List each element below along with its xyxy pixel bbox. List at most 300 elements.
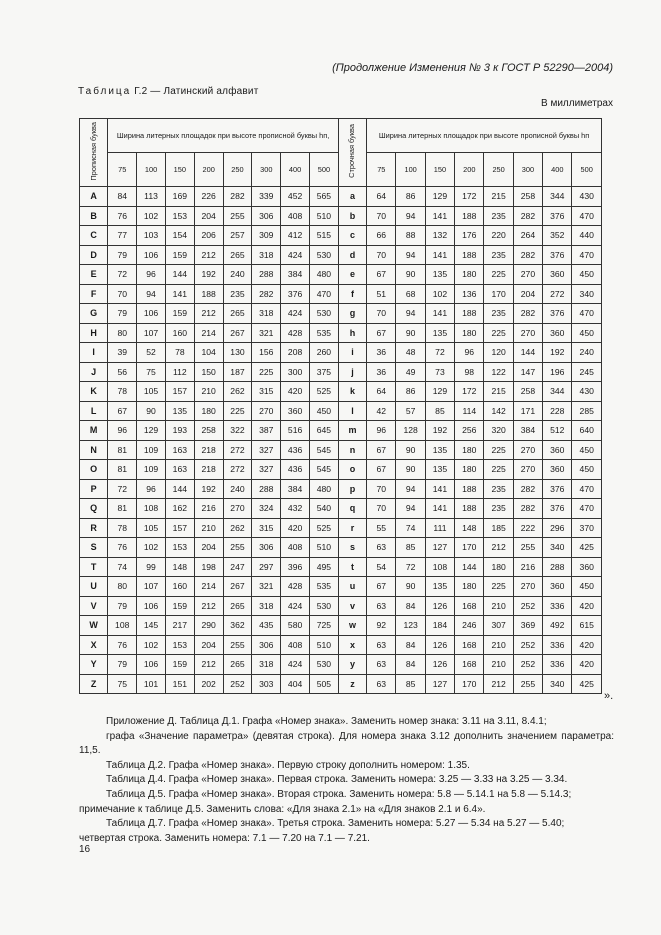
lower-letter-cell: q [338,499,366,519]
upper-width-cell: 192 [194,265,223,285]
upper-width-cell: 530 [310,245,339,265]
upper-width-cell: 217 [165,616,194,636]
upper-width-cell: 262 [223,382,252,402]
lower-width-cell: 255 [513,538,542,558]
lower-width-cell: 180 [455,460,484,480]
lower-width-cell: 376 [543,245,572,265]
lower-width-cell: 252 [513,635,542,655]
upper-width-cell: 193 [165,421,194,441]
lower-width-cell: 369 [513,616,542,636]
lower-width-cell: 282 [513,499,542,519]
upper-letter-cell: X [80,635,108,655]
upper-width-cell: 214 [194,323,223,343]
lower-width-cell: 147 [513,362,542,382]
lower-width-cell: 114 [455,401,484,421]
upper-width-cell: 103 [137,226,166,246]
upper-width-cell: 265 [223,245,252,265]
upper-width-cell: 106 [137,245,166,265]
lower-width-cell: 235 [484,304,513,324]
upper-width-cell: 645 [310,421,339,441]
lower-width-cell: 108 [425,557,454,577]
upper-letter-cell: P [80,479,108,499]
upper-width-cell: 424 [281,596,310,616]
upper-width-cell: 516 [281,421,310,441]
upper-width-cell: 321 [252,577,281,597]
upper-width-cell: 81 [108,499,137,519]
lower-width-cell: 450 [572,440,602,460]
lower-width-cell: 84 [396,635,425,655]
lower-width-cell: 220 [484,226,513,246]
amendment-paragraph: Таблица Д.4. Графа «Номер знака». Первая строка. Заменить номера: 3.25 — 3.33 на 3.25 — 3.34. [106,774,568,786]
lower-width-cell: 370 [572,518,602,538]
upper-width-cell: 105 [137,518,166,538]
lower-width-cell: 180 [484,557,513,577]
upper-width-cell: 435 [252,616,281,636]
lower-width-cell: 212 [484,538,513,558]
upper-width-cell: 212 [194,304,223,324]
lower-letter-cell: d [338,245,366,265]
upper-width-cell: 360 [281,401,310,421]
lower-width-cell: 48 [396,343,425,363]
upper-width-cell: 384 [281,265,310,285]
upper-width-cell: 505 [310,674,339,694]
lower-width-cell: 102 [425,284,454,304]
upper-letter-cell: M [80,421,108,441]
upper-width-cell: 540 [310,499,339,519]
upper-width-cell: 148 [165,557,194,577]
lower-width-cell: 470 [572,206,602,226]
lower-width-cell: 67 [367,460,396,480]
upper-width-cell: 225 [252,362,281,382]
lower-width-cell: 340 [543,538,572,558]
upper-width-cell: 192 [194,479,223,499]
upper-letter-cell: L [80,401,108,421]
upper-width-cell: 258 [194,421,223,441]
upper-width-cell: 580 [281,616,310,636]
upper-width-cell: 153 [165,538,194,558]
lower-width-cell: 90 [396,577,425,597]
lower-width-cell: 344 [543,187,572,207]
upper-width-cell: 130 [223,343,252,363]
upper-width-cell: 327 [252,460,281,480]
upper-height-header: 75 [108,153,137,187]
upper-width-cell: 75 [137,362,166,382]
table-caption-title: Г.2 — Латинский алфавит [131,86,259,97]
lower-width-cell: 188 [455,499,484,519]
upper-width-cell: 157 [165,382,194,402]
table-row [80,577,602,597]
lower-letter-cell: e [338,265,366,285]
lower-width-cell: 210 [484,655,513,675]
upper-width-cell: 70 [108,284,137,304]
table-row [80,596,602,616]
lower-width-cell: 67 [367,323,396,343]
upper-width-cell: 495 [310,557,339,577]
lower-width-cell: 512 [543,421,572,441]
upper-width-cell: 108 [108,616,137,636]
lower-width-cell: 430 [572,187,602,207]
lower-width-cell: 67 [367,577,396,597]
lower-width-cell: 192 [425,421,454,441]
upper-width-header: Ширина литерных площадок при высоте прописной буквы hп, [108,119,339,153]
table-row [80,226,602,246]
upper-width-cell: 545 [310,460,339,480]
upper-letter-cell: S [80,538,108,558]
lower-width-cell: 210 [484,635,513,655]
upper-width-cell: 159 [165,245,194,265]
upper-letter-header: Прописная буква [80,119,108,187]
lower-letter-cell: a [338,187,366,207]
table-row [80,616,602,636]
table-row [80,440,602,460]
lower-width-cell: 188 [455,206,484,226]
upper-width-cell: 318 [252,596,281,616]
lower-width-cell: 85 [396,538,425,558]
lower-width-cell: 144 [513,343,542,363]
upper-width-cell: 300 [281,362,310,382]
lower-width-cell: 192 [543,343,572,363]
table-row [80,304,602,324]
upper-width-cell: 113 [137,187,166,207]
lower-width-cell: 228 [543,401,572,421]
lower-letter-cell: b [338,206,366,226]
upper-letter-cell: J [80,362,108,382]
lower-width-cell: 141 [425,206,454,226]
lower-width-cell: 85 [425,401,454,421]
lower-width-cell: 215 [484,382,513,402]
upper-letter-cell: V [80,596,108,616]
lower-width-cell: 168 [455,655,484,675]
lower-width-cell: 70 [367,499,396,519]
upper-width-cell: 202 [194,674,223,694]
lower-width-cell: 420 [572,635,602,655]
lower-width-cell: 258 [513,187,542,207]
upper-width-cell: 450 [310,401,339,421]
upper-width-cell: 362 [223,616,252,636]
lower-width-cell: 141 [425,304,454,324]
lower-width-cell: 170 [484,284,513,304]
upper-width-cell: 535 [310,323,339,343]
upper-width-cell: 428 [281,577,310,597]
lower-letter-cell: i [338,343,366,363]
lower-letter-cell: m [338,421,366,441]
upper-width-cell: 77 [108,226,137,246]
lower-letter-cell: u [338,577,366,597]
lower-letter-cell: w [338,616,366,636]
lower-width-cell: 344 [543,382,572,402]
lower-letter-cell: f [338,284,366,304]
upper-width-cell: 108 [137,499,166,519]
lower-width-cell: 84 [396,596,425,616]
amendment-paragraph: Приложение Д. Таблица Д.1. Графа «Номер знака». Заменить номер знака: 3.11 на 3.11, 8.4.1; [106,716,547,727]
upper-width-cell: 52 [137,343,166,363]
upper-width-cell: 129 [137,421,166,441]
lower-letter-cell: o [338,460,366,480]
lower-width-cell: 420 [572,596,602,616]
lower-width-cell: 73 [425,362,454,382]
upper-letter-cell: R [80,518,108,538]
lower-letter-cell: g [338,304,366,324]
table-row [80,460,602,480]
lower-width-cell: 225 [484,577,513,597]
lower-width-cell: 36 [367,362,396,382]
lower-letter-cell: k [338,382,366,402]
upper-width-cell: 510 [310,538,339,558]
upper-width-cell: 384 [281,479,310,499]
upper-width-cell: 218 [194,440,223,460]
upper-width-cell: 387 [252,421,281,441]
lower-width-cell: 240 [572,343,602,363]
upper-width-cell: 262 [223,518,252,538]
upper-width-cell: 408 [281,538,310,558]
lower-width-cell: 128 [396,421,425,441]
lower-width-cell: 98 [455,362,484,382]
lower-width-cell: 450 [572,577,602,597]
lower-width-cell: 70 [367,245,396,265]
upper-width-cell: 252 [223,674,252,694]
upper-width-cell: 530 [310,304,339,324]
lower-width-cell: 450 [572,460,602,480]
lower-width-cell: 144 [455,557,484,577]
lower-width-cell: 384 [513,421,542,441]
lower-width-cell: 245 [572,362,602,382]
upper-width-cell: 163 [165,460,194,480]
lower-letter-cell: h [338,323,366,343]
upper-width-cell: 76 [108,635,137,655]
upper-width-cell: 112 [165,362,194,382]
upper-width-cell: 288 [252,265,281,285]
table-row [80,362,602,382]
upper-width-cell: 169 [165,187,194,207]
upper-width-cell: 297 [252,557,281,577]
lower-width-cell: 94 [396,499,425,519]
upper-width-cell: 74 [108,557,137,577]
upper-width-cell: 267 [223,577,252,597]
upper-width-cell: 424 [281,245,310,265]
lower-width-cell: 264 [513,226,542,246]
upper-width-cell: 76 [108,206,137,226]
amendment-text [79,715,614,846]
lower-width-cell: 225 [484,460,513,480]
upper-width-cell: 101 [137,674,166,694]
lower-width-cell: 235 [484,245,513,265]
lower-width-cell: 235 [484,499,513,519]
lower-width-cell: 141 [425,245,454,265]
lower-width-cell: 135 [425,265,454,285]
lower-width-cell: 96 [455,343,484,363]
upper-width-cell: 210 [194,382,223,402]
upper-width-cell: 109 [137,460,166,480]
upper-width-cell: 156 [252,343,281,363]
table-row [80,206,602,226]
lower-width-cell: 376 [543,499,572,519]
upper-width-cell: 376 [281,284,310,304]
upper-width-cell: 144 [165,479,194,499]
upper-width-cell: 306 [252,635,281,655]
latin-alphabet-table [79,118,602,694]
lower-width-cell: 96 [367,421,396,441]
lower-width-cell: 270 [513,323,542,343]
upper-width-cell: 105 [137,382,166,402]
upper-width-cell: 267 [223,323,252,343]
upper-width-cell: 206 [194,226,223,246]
upper-width-cell: 84 [108,187,137,207]
upper-letter-cell: K [80,382,108,402]
upper-width-cell: 76 [108,538,137,558]
lower-width-cell: 72 [425,343,454,363]
upper-width-cell: 255 [223,206,252,226]
lower-width-cell: 296 [543,518,572,538]
lower-width-cell: 420 [572,655,602,675]
lower-letter-cell: p [338,479,366,499]
upper-width-cell: 67 [108,401,137,421]
lower-width-cell: 352 [543,226,572,246]
upper-width-cell: 375 [310,362,339,382]
lower-height-header: 200 [455,153,484,187]
lower-width-cell: 63 [367,538,396,558]
upper-width-cell: 525 [310,518,339,538]
upper-width-cell: 318 [252,245,281,265]
upper-width-cell: 212 [194,596,223,616]
lower-width-cell: 470 [572,304,602,324]
lower-width-header: Ширина литерных площадок при высоте прописной буквы hп [367,119,602,153]
lower-letter-cell: l [338,401,366,421]
lower-width-cell: 67 [367,265,396,285]
upper-width-cell: 81 [108,440,137,460]
lower-width-cell: 615 [572,616,602,636]
lower-width-cell: 360 [543,460,572,480]
upper-width-cell: 159 [165,304,194,324]
upper-width-cell: 309 [252,226,281,246]
lower-width-cell: 42 [367,401,396,421]
amendment-paragraph: примечание к таблице Д.5. Заменить слова: «Для знака 2.1» на «Для знаков 2.1 и 6.4». [79,803,486,815]
upper-width-cell: 226 [194,187,223,207]
table-row [80,499,602,519]
upper-width-cell: 75 [108,674,137,694]
lower-height-header: 500 [572,153,602,187]
lower-width-cell: 188 [455,245,484,265]
upper-letter-cell: T [80,557,108,577]
lower-width-cell: 450 [572,265,602,285]
lower-width-cell: 376 [543,479,572,499]
upper-width-cell: 470 [310,284,339,304]
header-note: (Продолжение Изменения № 3 к ГОСТ Р 52290—2004) [332,62,613,74]
table-row [80,479,602,499]
upper-width-cell: 255 [223,538,252,558]
lower-width-cell: 142 [484,401,513,421]
lower-letter-cell: n [338,440,366,460]
upper-width-cell: 198 [194,557,223,577]
lower-width-cell: 49 [396,362,425,382]
upper-width-cell: 265 [223,655,252,675]
table-row [80,284,602,304]
upper-width-cell: 240 [223,265,252,285]
lower-letter-cell: v [338,596,366,616]
upper-width-cell: 306 [252,538,281,558]
lower-width-cell: 68 [396,284,425,304]
upper-width-cell: 154 [165,226,194,246]
lower-letter-cell: c [338,226,366,246]
lower-width-cell: 180 [455,577,484,597]
lower-width-cell: 64 [367,187,396,207]
upper-width-cell: 153 [165,635,194,655]
lower-width-cell: 440 [572,226,602,246]
lower-width-cell: 90 [396,460,425,480]
lower-width-cell: 336 [543,635,572,655]
upper-width-cell: 270 [252,401,281,421]
upper-letter-cell: H [80,323,108,343]
upper-width-cell: 303 [252,674,281,694]
upper-width-cell: 96 [137,265,166,285]
lower-width-cell: 252 [513,655,542,675]
lower-width-cell: 57 [396,401,425,421]
lower-width-cell: 63 [367,635,396,655]
lower-width-cell: 360 [543,265,572,285]
lower-width-cell: 225 [484,440,513,460]
lower-width-cell: 256 [455,421,484,441]
lower-width-cell: 215 [484,187,513,207]
table-end-mark: ». [604,690,614,702]
upper-width-cell: 272 [223,460,252,480]
upper-width-cell: 510 [310,635,339,655]
upper-width-cell: 145 [137,616,166,636]
upper-width-cell: 436 [281,440,310,460]
lower-width-cell: 307 [484,616,513,636]
upper-width-cell: 530 [310,596,339,616]
upper-width-cell: 530 [310,655,339,675]
upper-width-cell: 339 [252,187,281,207]
upper-width-cell: 235 [223,284,252,304]
upper-width-cell: 79 [108,655,137,675]
upper-width-cell: 565 [310,187,339,207]
lower-width-cell: 55 [367,518,396,538]
upper-letter-cell: A [80,187,108,207]
lower-width-cell: 255 [513,674,542,694]
amendment-paragraph: четвертая строка. Заменить номера: 7.1 — 7.20 на 7.1 — 7.21. [79,832,370,844]
upper-width-cell: 106 [137,655,166,675]
upper-width-cell: 315 [252,382,281,402]
upper-width-cell: 204 [194,635,223,655]
lower-width-cell: 222 [513,518,542,538]
upper-width-cell: 318 [252,655,281,675]
lower-width-cell: 129 [425,187,454,207]
lower-width-cell: 92 [367,616,396,636]
lower-width-cell: 184 [425,616,454,636]
lower-width-cell: 36 [367,343,396,363]
lower-width-cell: 336 [543,596,572,616]
lower-letter-cell: y [338,655,366,675]
upper-width-cell: 162 [165,499,194,519]
lower-width-cell: 123 [396,616,425,636]
upper-width-cell: 56 [108,362,137,382]
upper-width-cell: 96 [137,479,166,499]
upper-letter-cell: F [80,284,108,304]
lower-width-cell: 282 [513,245,542,265]
lower-width-cell: 127 [425,674,454,694]
lower-width-cell: 86 [396,382,425,402]
upper-width-cell: 290 [194,616,223,636]
upper-width-cell: 480 [310,265,339,285]
lower-width-cell: 66 [367,226,396,246]
table-row [80,518,602,538]
upper-width-cell: 452 [281,187,310,207]
lower-width-cell: 216 [513,557,542,577]
upper-width-cell: 432 [281,499,310,519]
upper-width-cell: 480 [310,479,339,499]
upper-width-cell: 79 [108,304,137,324]
lower-width-cell: 135 [425,577,454,597]
lower-width-cell: 196 [543,362,572,382]
